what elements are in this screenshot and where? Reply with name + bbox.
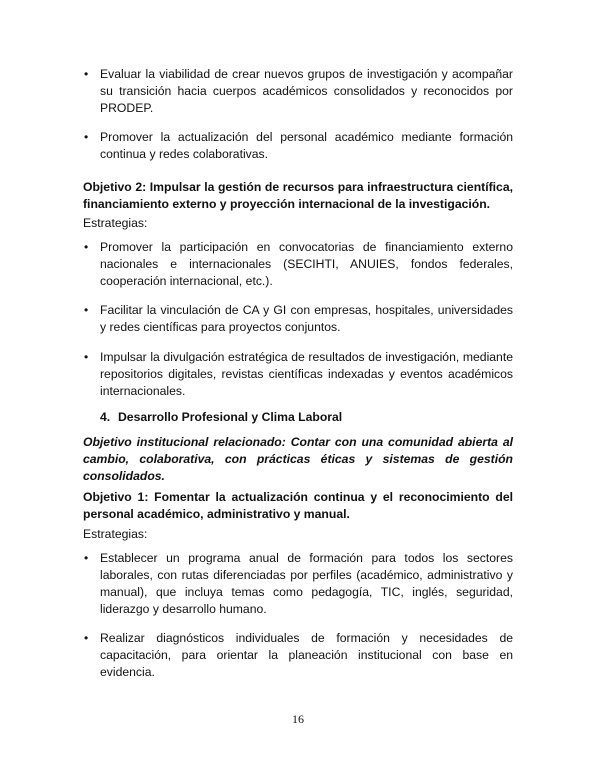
objetivo-institucional: Objetivo institucional relacionado: Contar con una comunidad abierta al cambio, colaborativa, con prácticas éticas y sistemas de gestión consolidados.	[83, 435, 513, 483]
section-heading	[100, 409, 342, 426]
bullet-item: • Promover la participación en convocatorias de financiamiento externo nacionales e internacionales (SECIHTI, ANUIES, fondos federales, cooperación internacional, etc.).	[100, 239, 513, 290]
bullet-item: • Promover la actualización del personal académico mediante formación continua y redes colaborativas.	[100, 129, 513, 163]
page-number: 16	[292, 712, 304, 726]
bullet-item: • Realizar diagnósticos individuales de formación y necesidades de capacitación, para orientar la planeación institucional con base en evidencia.	[100, 630, 513, 681]
bullet-item: • Impulsar la divulgación estratégica de resultados de investigación, mediante repositorios digitales, revistas científicas indexadas y eventos académicos internacionales.	[100, 349, 513, 400]
estrategias-label: Estrategias:	[83, 527, 148, 541]
estrategias-label: Estrategias:	[83, 216, 148, 230]
section-number: 4.	[100, 410, 111, 424]
objetivo-1-heading: Objetivo 1: Fomentar la actualización continua y el reconocimiento del personal académico, administrativo y manual.	[83, 490, 513, 521]
objetivo-2-heading: Objetivo 2: Impulsar la gestión de recursos para infraestructura científica, financiamiento externo y proyección internacional de la investigación.	[83, 180, 513, 211]
bullet-item: • Evaluar la viabilidad de crear nuevos grupos de investigación y acompañar su transición hacia cuerpos académicos consolidados y reconocidos por PRODEP.	[100, 66, 513, 117]
bullet-item: • Facilitar la vinculación de CA y GI con empresas, hospitales, universidades y redes científicas para proyectos conjuntos.	[100, 302, 513, 336]
bullet-item: • Establecer un programa anual de formación para todos los sectores laborales, con rutas diferenciadas por perfiles (académico, administrativo y manual), que incluya temas como pedagogía, TIC, inglés, seguridad, liderazgo y desarrollo humano.	[100, 550, 513, 618]
section-title: Desarrollo Profesional y Clima Laboral	[118, 410, 343, 424]
